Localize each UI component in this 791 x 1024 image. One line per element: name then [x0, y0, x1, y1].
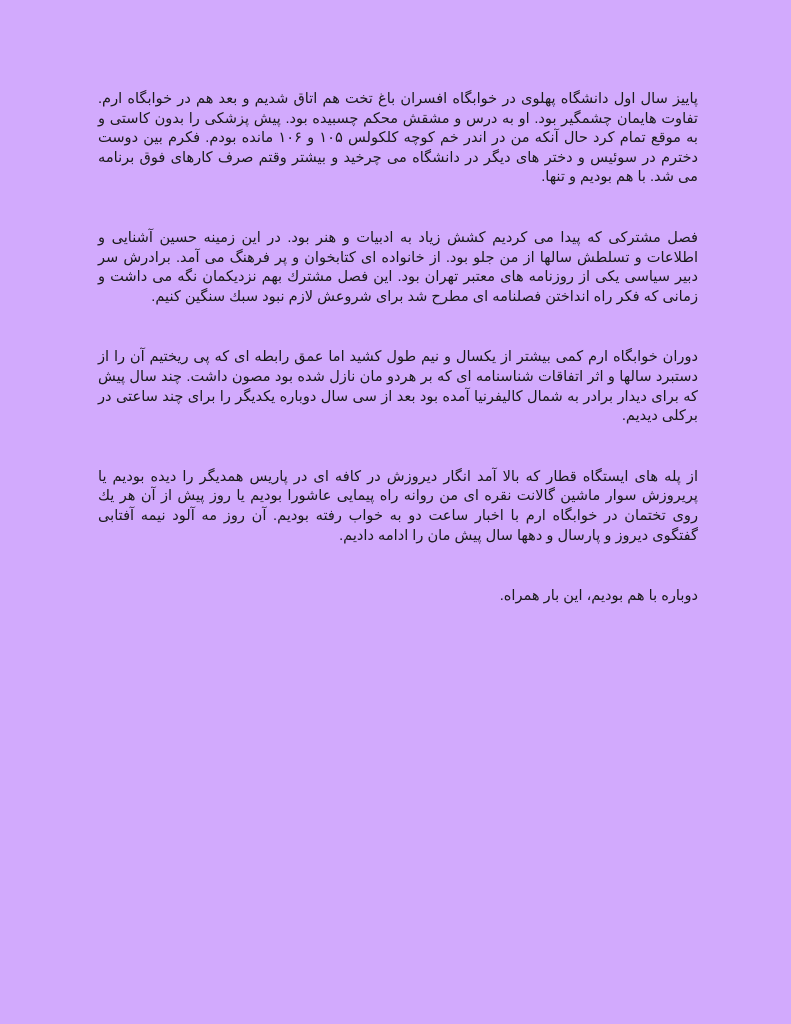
document-body [98, 90, 698, 607]
paragraph-5: دوباره با هم بودیم، این بار همراه. [499, 588, 698, 605]
paragraph-2: فصل مشترکی که پیدا می کردیم کشش زیاد به ادبیات و هنر بود. در این زمینه حسین آشنایی و اطلاعات و تسلطش سالها از من جلو بود. از خانواده ای کتابخوان و پر فرهنگ می آمد. برادرش سر دبیر سیاسی یکی از روزنامه های معتبر تهران بود. این فصل مشترك بهم نزدیکمان نگه می داشت و زمانی که فکر راه انداختن فصلنامه ای مطرح شد برای شروعش لازم نبود سبك سنگین کنیم. [98, 229, 698, 305]
paragraph-4: از پله های ایستگاه قطار که بالا آمد انگار دیروزش در کافه ای در پاریس همدیگر را دیده بودیم یا پریروزش سوار ماشین گالانت نقره ای من روانه راه پیمایی عاشورا بودیم یا روز پیش از آن هر یك روی تختمان در خوابگاه ارم با اخبار ساعت دو به خواب رفته بودیم. آن روز مه آلود نیمه آفتابی گفتگوی دیروز و پارسال و دهها سال پیش مان را ادامه دادیم. [98, 468, 698, 544]
paragraph-1: پاییز سال اول دانشگاه پهلوی در خوابگاه افسران باغ تخت هم اتاق شدیم و بعد هم در خوابگاه ارم. تفاوت هایمان چشمگیر بود. او به درس و مشقش محکم چسبیده بود. پیش پزشکی را بدون کاستی و به موقع تمام کرد حال آنکه من در اندر خم کوچه کلکولس ۱۰۵ و ۱۰۶ مانده بودم. فکرم بین دوست دخترم در سوئیس و دختر های دیگر در دانشگاه می چرخید و بیشتر وقتم صرف کارهای فوق برنامه می شد. با هم بودیم و تنها. [98, 91, 698, 186]
paragraph-3: دوران خوابگاه ارم کمی بیشتر از یکسال و نیم طول کشید اما عمق رابطه ای که پی ریختیم آن را از دستبرد سالها و اثر اتفاقات شناسنامه ای که بر هردو مان نازل شده بود مصون داشت. چند سال پیش که برای دیدار برادر به شمال کالیفرنیا آمده بود بعد از سی سال دوباره یکدیگر را برای چند ساعتی در برکلی دیدیم. [98, 349, 698, 425]
